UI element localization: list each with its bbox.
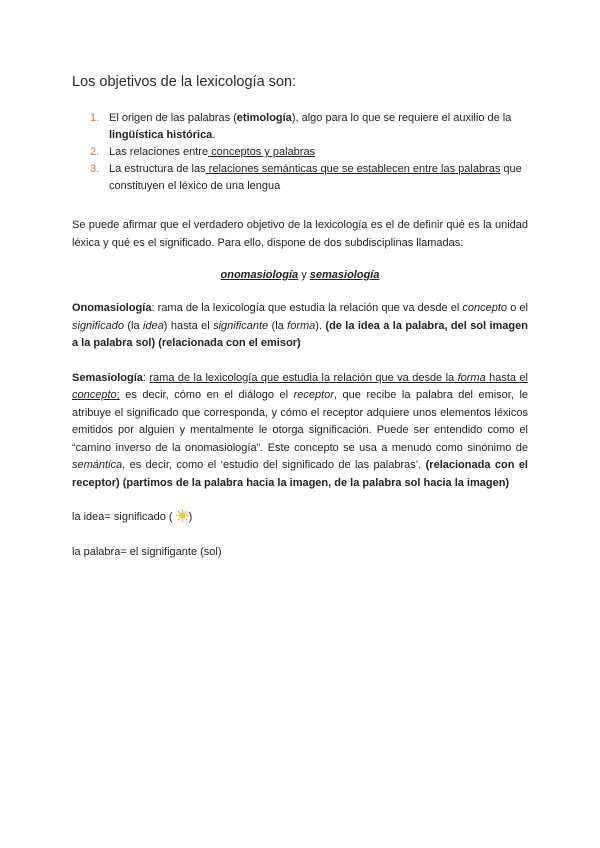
palabra-line bbox=[72, 544, 528, 562]
italic-term: significado bbox=[72, 319, 124, 332]
bold-note: (de la idea a la palabra, del sol imagen a la palabra sol) (relacionada con el emisor) bbox=[72, 319, 528, 349]
text-run: La estructura de las bbox=[109, 163, 206, 175]
list-number: 3. bbox=[90, 163, 100, 175]
text-run: . bbox=[212, 129, 216, 141]
text-run: ) bbox=[188, 511, 193, 523]
text-run: que constituyen el léxico de una lengua bbox=[109, 163, 522, 192]
underlined-phrase: relaciones semánticas que se establecen entre las palabras bbox=[205, 163, 501, 175]
bold-term: Semasiología bbox=[72, 371, 143, 384]
text-run: El origen de las palabras ( bbox=[109, 112, 237, 124]
subdisciplines-line bbox=[72, 269, 528, 281]
text-run: Se puede afirmar que el verdadero objetivo de la lexicología es el de definir qué es la unidad léxica y qué es el significado. Para ello, dispone de dos subdisciplinas llamadas: bbox=[72, 219, 528, 249]
italic-term: concepto bbox=[462, 302, 508, 314]
list-number: 2. bbox=[90, 146, 100, 158]
onomasiologia-paragraph bbox=[72, 300, 528, 353]
italic-term: significante bbox=[213, 319, 269, 332]
list-item bbox=[90, 110, 528, 144]
underlined-phrase: hasta el bbox=[485, 371, 528, 384]
text-run: la palabra= el signifigante (sol) bbox=[72, 545, 222, 558]
underlined-italic-term: forma bbox=[457, 371, 486, 384]
bold-note: (relacionada con el receptor) (partimos de la palabra hacia la imagen, de la palabra sol hacia la imagen) bbox=[72, 459, 528, 489]
text-run: : bbox=[142, 371, 150, 384]
objectives-list bbox=[72, 110, 528, 195]
text-run: ). bbox=[315, 319, 326, 332]
italic-term: receptor bbox=[293, 389, 334, 401]
text-run: ), algo para lo que se requiere el auxilio de la bbox=[291, 112, 512, 124]
bold-term: Onomasiología bbox=[72, 302, 152, 314]
text-run: ) hasta el bbox=[163, 319, 214, 332]
text-run: la idea= significado ( bbox=[72, 511, 176, 523]
text-run: : rama de la lexicología que estudia la relación que va desde el bbox=[151, 302, 463, 314]
semasiologia-paragraph bbox=[72, 370, 528, 493]
bold-term: etimología bbox=[236, 112, 292, 124]
list-number: 1. bbox=[90, 112, 100, 124]
text-run: (la bbox=[268, 319, 288, 332]
term-semasiologia: semasiología bbox=[309, 269, 380, 281]
sun-icon bbox=[176, 509, 189, 522]
text-run: , que recibe la palabra del emisor, le atribuye el significado que corresponda, y cómo el receptor adquiere unos elementos léxicos emitidos por alguien y mentalmente le otorga significación. Puede ser entendido como el “camino inverso de la onomasiología”. Este concepto se usa a menudo como sinónimo de bbox=[72, 389, 529, 454]
section-heading: Los objetivos de la lexicología son: bbox=[72, 74, 297, 90]
intro-paragraph bbox=[72, 217, 528, 252]
text-run: Las relaciones entre bbox=[109, 146, 209, 158]
text-run: , es decir, como el ‘estudio del significado de las palabras’. bbox=[122, 459, 426, 471]
bold-term: lingüística histórica bbox=[109, 129, 213, 141]
italic-term: forma bbox=[287, 319, 316, 332]
underlined-phrase: ; bbox=[116, 389, 120, 401]
list-item bbox=[90, 144, 528, 161]
text-run: y bbox=[298, 269, 310, 281]
text-run: (la bbox=[123, 319, 143, 332]
idea-line bbox=[72, 509, 528, 527]
italic-term: idea bbox=[143, 319, 164, 332]
italic-term: semántica bbox=[72, 459, 123, 471]
text-run: o el bbox=[507, 302, 528, 314]
text-run: es decir, cómo en el diálogo el bbox=[119, 389, 294, 401]
list-item bbox=[90, 161, 528, 195]
underlined-phrase: rama de la lexicología que estudia la relación que va desde la bbox=[149, 371, 458, 384]
underlined-italic-term: concepto bbox=[72, 389, 117, 401]
underlined-phrase: conceptos y palabras bbox=[208, 146, 316, 158]
term-onomasiologia: onomasiología bbox=[220, 269, 299, 281]
